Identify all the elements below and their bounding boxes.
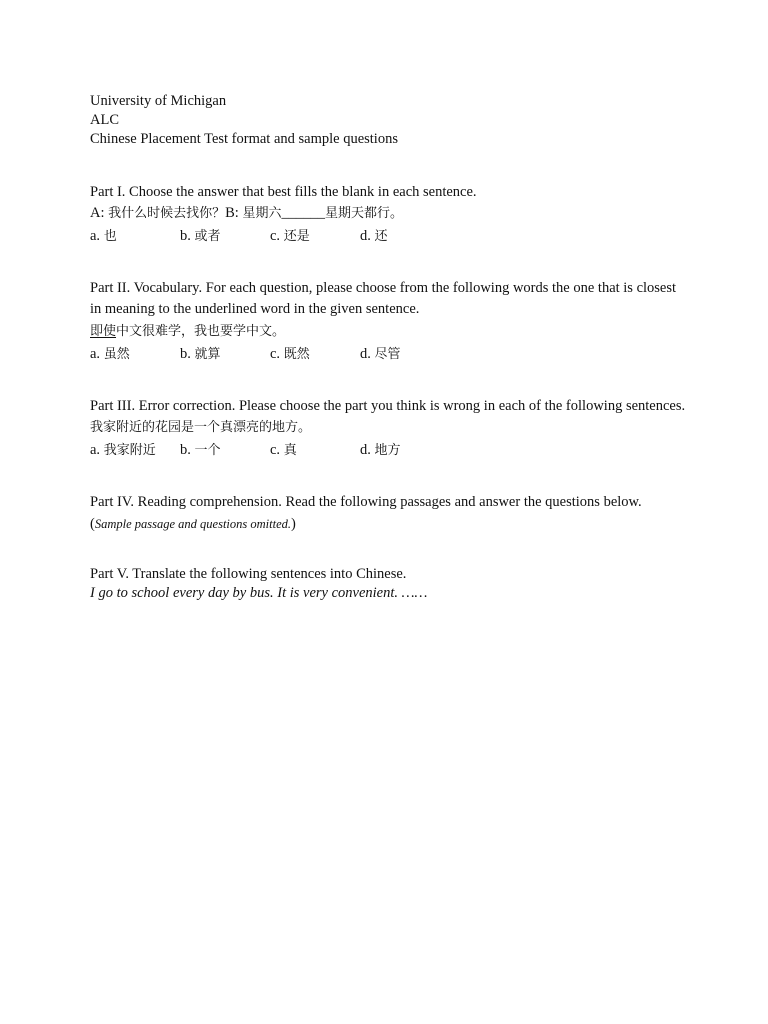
- part-4-instruction: Part IV. Reading comprehension. Read the following passages and answer the questions below.: [90, 494, 642, 510]
- option-letter: c.: [270, 442, 284, 458]
- part-2-options: [90, 343, 690, 366]
- question-blank: ______: [281, 205, 325, 221]
- part-5: [90, 565, 690, 603]
- option-text: 还: [374, 229, 388, 244]
- option-b: [180, 439, 270, 462]
- option-text: 既然: [283, 347, 310, 362]
- option-text: 就算: [194, 347, 221, 362]
- note-open-paren: (: [90, 516, 95, 532]
- part-2-sentence: [90, 320, 690, 343]
- option-text: 或者: [194, 229, 221, 244]
- option-letter: b.: [180, 442, 195, 458]
- document-page: [90, 92, 690, 603]
- part-3-instruction: Part III. Error correction. Please choose the part you think is wrong in each of the following sentences.: [90, 398, 686, 414]
- part-5-instruction: Part V. Translate the following sentences into Chinese.: [90, 566, 407, 582]
- option-d: [360, 225, 450, 248]
- option-letter: a.: [90, 228, 104, 244]
- sentence-rest: 中文很难学，我也要学中文。: [116, 324, 286, 339]
- part-1-question: [90, 202, 690, 225]
- header-title: Chinese Placement Test format and sample questions: [90, 131, 398, 147]
- option-text: 我家附近: [103, 443, 156, 458]
- part-2: [90, 278, 690, 366]
- question-b-start: 星期六: [242, 206, 282, 221]
- option-letter: a.: [90, 442, 104, 458]
- part-3: [90, 396, 690, 462]
- option-letter: c.: [270, 228, 284, 244]
- option-text: 尽管: [374, 347, 401, 362]
- option-text: 一个: [194, 443, 221, 458]
- part-1: [90, 183, 690, 248]
- part-4-note: [90, 513, 690, 535]
- option-letter: b.: [180, 346, 195, 362]
- option-c: [270, 439, 360, 462]
- question-b-end: 星期天都行。: [324, 206, 403, 221]
- question-b-label: B:: [225, 205, 243, 221]
- option-d: [360, 439, 450, 462]
- option-text: 还是: [283, 229, 310, 244]
- part-4: [90, 492, 690, 535]
- option-letter: d.: [360, 442, 375, 458]
- option-c: [270, 343, 360, 366]
- document-header: [90, 92, 690, 149]
- header-university: University of Michigan: [90, 93, 227, 109]
- part-1-options: [90, 225, 690, 248]
- option-c: [270, 225, 360, 248]
- note-close-paren: ): [291, 516, 296, 532]
- option-letter: a.: [90, 346, 104, 362]
- option-a: [90, 225, 180, 248]
- question-a-text: 我什么时候去找你？: [108, 206, 226, 221]
- option-letter: d.: [360, 228, 375, 244]
- part-5-sentence: I go to school every day by bus. It is very convenient. ……: [90, 585, 428, 601]
- option-a: [90, 343, 180, 366]
- option-letter: d.: [360, 346, 375, 362]
- option-text: 也: [103, 229, 117, 244]
- option-b: [180, 225, 270, 248]
- option-b: [180, 343, 270, 366]
- question-a-label: A:: [90, 205, 109, 221]
- note-text: Sample passage and questions omitted.: [94, 517, 292, 531]
- option-letter: b.: [180, 228, 195, 244]
- option-text: 真: [283, 443, 297, 458]
- option-letter: c.: [270, 346, 284, 362]
- option-text: 地方: [374, 443, 401, 458]
- part-2-instruction: Part II. Vocabulary. For each question, please choose from the following words the one that is closest in meaning to the underlined word in the given sentence.: [90, 280, 677, 317]
- part-1-instruction: Part I. Choose the answer that best fills the blank in each sentence.: [90, 184, 477, 200]
- option-a: [90, 439, 180, 462]
- option-d: [360, 343, 450, 366]
- part-3-options: [90, 439, 690, 462]
- option-text: 虽然: [103, 347, 130, 362]
- part-3-sentence: 我家附近的花园是一个真漂亮的地方。: [90, 420, 312, 435]
- underlined-word: 即使: [90, 324, 117, 339]
- header-department: ALC: [90, 112, 119, 128]
